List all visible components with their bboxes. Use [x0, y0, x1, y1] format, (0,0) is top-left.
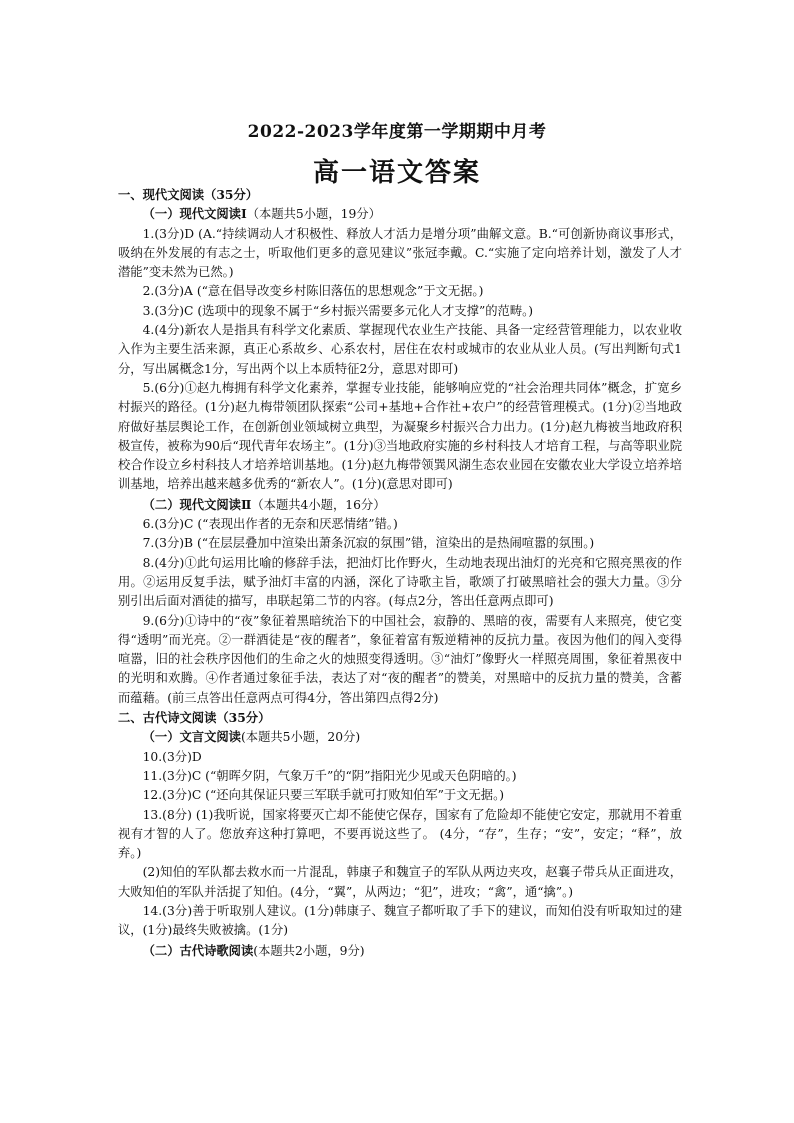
section-heading-classical-reading: 二、古代诗文阅读（35分）: [118, 710, 271, 726]
subsection-title: （二）古代诗歌阅读: [142, 942, 254, 958]
answer-item-q14: 14.(3分)善于听取别人建议。(1分)韩康子、魏宣子都听取了手下的建议，而知伯没有听取知过的建议，(1分)最终失败被擒。(1分): [118, 903, 682, 938]
answer-item-q13-part2: (2)知伯的军队都去救水而一片混乱，韩康子和魏宣子的军队从两边夹攻，赵襄子带兵从正面进攻，大败知伯的军队并活捉了知伯。(4分，“翼”，从两边；“犯”，进攻；“禽”，通“擒”。): [118, 865, 682, 899]
exam-title: 2022-2023学年度第一学期期中月考: [247, 122, 547, 142]
subsection-title: （二）现代文阅读Ⅱ: [142, 496, 252, 512]
answer-item-q11: 11.(3分)C (“朝晖夕阴，气象万千”的“阴”指阳光少见或天色阴暗的。): [142, 768, 517, 783]
subsection-note: （本题共5小题，19分）: [246, 207, 381, 222]
answer-item-q13-part1: 13.(8分) (1)我听说，国家将要灭亡却不能使它保存，国家有了危险却不能使它安定，那就用不着重视有才智的人了。您放弃这种打算吧，不要再说这些了。 (4分，“存”，生存；“安”，安定；“释”，放弃。): [118, 807, 682, 861]
subsection-note: （本题共4小题，16分）: [251, 497, 386, 512]
answer-content: [118, 185, 682, 961]
subsection-note: (本题共5小题，20分): [240, 730, 361, 745]
section-heading-modern-reading: 一、现代文阅读（35分）: [118, 187, 259, 202]
subsection-heading-classical-poetry: [118, 941, 682, 961]
subsection-title: （一）文言文阅读: [142, 729, 241, 745]
answer-item-q4: 4.(4分)新农人是指具有科学文化素质、掌握现代农业生产技能、具备一定经营管理能力，以农业收入作为主要生活来源，真正心系故乡、心系农村，居住在农村或城市的农业从业人员。(写出判断句式1分，写出属概念1分，写出两个以上本质特征2分，意思对即可): [118, 323, 682, 376]
answer-item-q8: 8.(4分)①此句运用比喻的修辞手法，把油灯比作野火，生动地表现出油灯的光亮和它照亮黑夜的作用。②运用反复手法，赋予油灯丰富的内涵，深化了诗歌主旨，歌颂了打破黑暗社会的强大力量。③分别引出后面对酒徒的描写，串联起第二节的内容。(每点2分，答出任意两点即可): [118, 555, 682, 609]
answer-item-q2: 2.(3分)A (“意在倡导改变乡村陈旧落伍的思想观念”于文无据。): [142, 284, 484, 299]
subsection-heading-modern-reading-2: [118, 495, 682, 515]
subsection-heading-classical-prose: [118, 727, 682, 747]
subsection-heading-modern-reading-1: [118, 204, 682, 224]
answer-item-q7: 7.(3分)B (“在层层叠加中渲染出萧条沉寂的氛围”错，渲染出的是热闹喧嚣的氛围。): [142, 536, 595, 551]
subsection-note: (本题共2小题，9分): [253, 943, 365, 958]
answer-item-q6: 6.(3分)C (“表现出作者的无奈和厌恶情绪”错。): [142, 517, 398, 532]
answer-item-q9: 9.(6分)①诗中的“夜”象征着黑暗统治下的中国社会，寂静的、黑暗的夜，需要有人来照亮，使它变得“透明”而光亮。②一群酒徒是“夜的醒者”，象征着富有叛逆精神的反抗力量。夜因为他们的闯入变得喧嚣，旧的社会秩序因他们的生命之火的烛照变得透明。③“油灯”像野火一样照亮周围，象征着黑夜中的光明和欢腾。④作者通过象征手法，表达了对“夜的醒者”的赞美，对黑暗中的反抗力量的赞美，含蓄而蕴藉。(前三点答出任意两点可得4分，答出第四点得2分): [118, 613, 682, 705]
answer-item-q5: 5.(6分)①赵九梅拥有科学文化素养，掌握专业技能，能够响应党的“社会治理共同体”概念，扩宽乡村振兴的路径。(1分)赵九梅带领团队探索“公司+基地+合作社+农户”的经营管理模式。(1分)②当地政府做好基层舆论工作，在创新创业领域树立典型，为凝聚乡村振兴合力出力。(1分)赵九梅被当地政府积极宣传，被称为90后“现代青年农场主”。(1分)③当地政府实施的乡村科技人才培育工程，与高等职业院校合作设立乡村科技人才培养培训基地。(1分)赵九梅带领巽风湖生态农业园在安徽农业大学设立培养培训基地，培养出越来越多优秀的“新农人”。(1分)(意思对即可): [118, 380, 682, 492]
answer-title: 高一语文答案: [312, 158, 481, 188]
subsection-title: （一）现代文阅读Ⅰ: [142, 206, 247, 222]
answer-item-q12: 12.(3分)C (“还向其保证只要三军联手就可打败知伯军”于文无据。): [142, 788, 505, 803]
answer-item-q3: 3.(3分)C (选项中的现象不属于“乡村振兴需要多元化人才支撑”的范畴。): [142, 303, 534, 318]
answer-item-q10: 10.(3分)D: [142, 749, 202, 764]
answer-item-q1: 1.(3分)D (A.“持续调动人才积极性、释放人才活力是增分项”曲解文意。B.“可创新协商议事形式，吸纳在外发展的有志之士，听取他们更多的意见建议”张冠李戴。C.“实施了定向培养计划，激发了人才潜能”变未然为已然。): [118, 226, 682, 280]
